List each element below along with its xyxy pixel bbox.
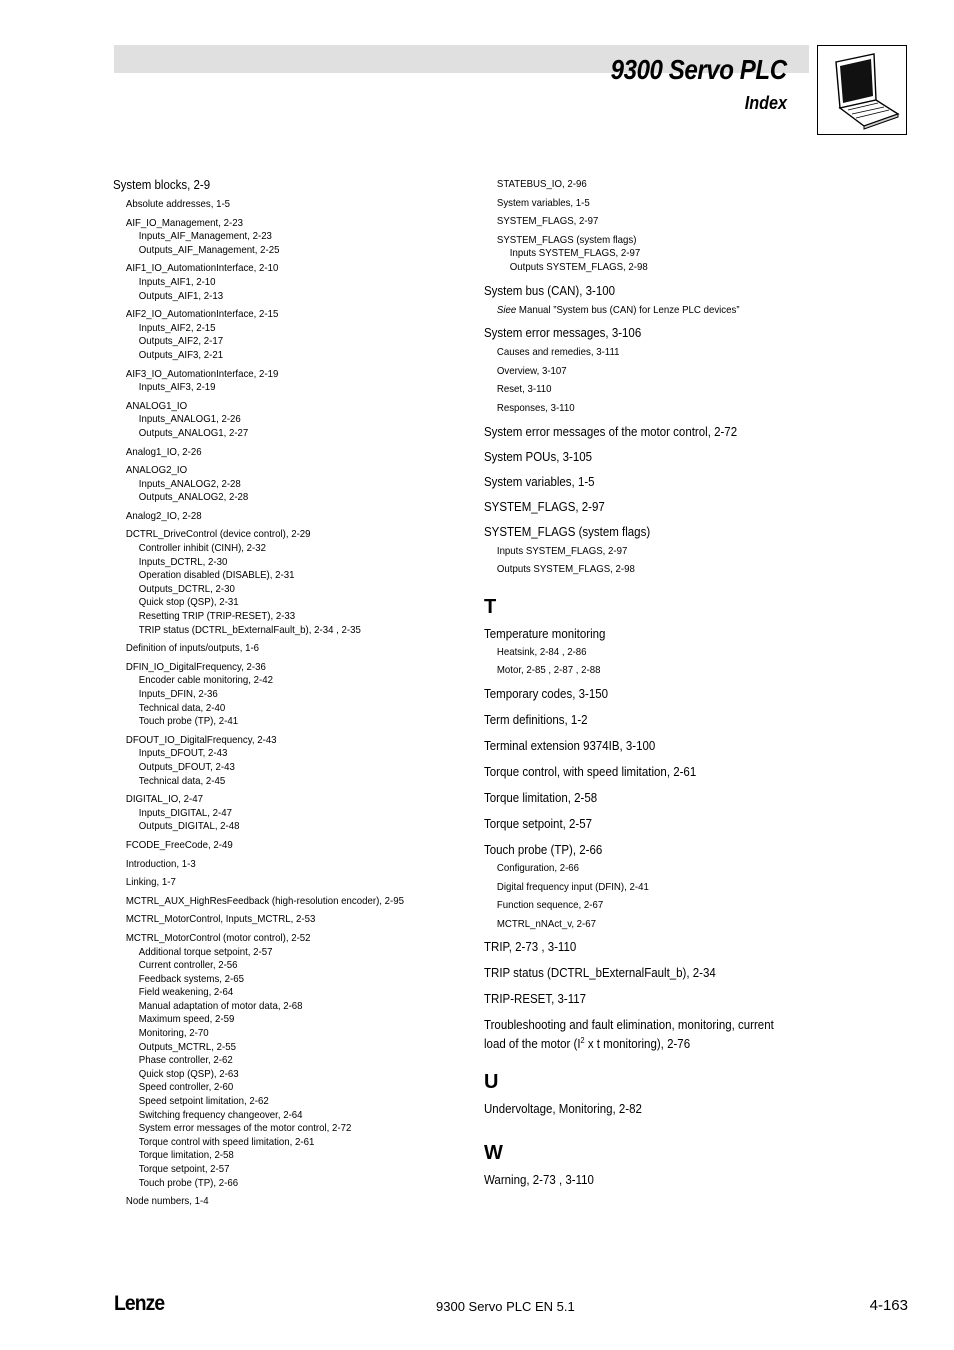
index-entry: Outputs_ANALOG2, 2-28	[138, 491, 249, 504]
index-entry: Configuration, 2-66	[496, 861, 580, 874]
index-entry: Feedback systems, 2-65	[138, 972, 244, 985]
index-entry: Touch probe (TP), 2-66	[138, 1176, 239, 1189]
index-entry: System POUs, 3-105	[484, 449, 593, 464]
index-entry: MCTRL_MotorControl, Inputs_MCTRL, 2-53	[125, 913, 316, 926]
index-entry: Current controller, 2-56	[138, 959, 238, 972]
index-entry: Inputs_DIGITAL, 2-47	[138, 806, 233, 819]
index-entry: System bus (CAN), 3-100	[484, 283, 616, 298]
index-entry: Maximum speed, 2-59	[138, 1013, 235, 1026]
index-entry: Inputs_AIF_Management, 2-23	[138, 230, 272, 243]
index-entry: Torque setpoint, 2-57	[138, 1163, 230, 1175]
index-entry: Temperature monitoring	[484, 626, 606, 641]
index-entry: Function sequence, 2-67	[496, 899, 604, 912]
index-entry: Inputs SYSTEM_FLAGS, 2-97	[509, 247, 641, 260]
index-entry: Technical data, 2-40	[138, 701, 226, 714]
index-entry: Field weakening, 2-64	[138, 986, 234, 999]
index-entry: Technical data, 2-45	[138, 774, 226, 787]
index-entry: Torque setpoint, 2-57	[484, 816, 593, 831]
index-entry: Torque limitation, 2-58	[484, 790, 598, 805]
index-entry: Motor, 2-85 , 2-87 , 2-88	[496, 664, 601, 677]
index-entry: Digital frequency input (DFIN), 2-41	[496, 880, 649, 893]
page-title: 9300 Servo PLC	[610, 54, 787, 85]
troubleshooting-text-end: x t monitoring), 2-76	[584, 1037, 691, 1052]
index-entry: System error messages, 3-106	[484, 326, 642, 341]
superscript: 2	[580, 1036, 585, 1046]
index-entry: ANALOG1_IO	[125, 399, 188, 412]
index-entry: Resetting TRIP (TRIP-RESET), 2-33	[138, 610, 296, 623]
index-entry: Inputs_DCTRL, 2-30	[138, 555, 228, 568]
index-entry: Additional torque setpoint, 2-57	[138, 945, 273, 958]
index-entry: Outputs_DFOUT, 2-43	[138, 760, 235, 773]
index-entry: DCTRL_DriveControl (device control), 2-29	[125, 528, 311, 541]
index-entry: Outputs_DIGITAL, 2-48	[138, 820, 240, 833]
index-entry: System blocks, 2-9	[113, 178, 211, 192]
index-entry: MCTRL_AUX_HighResFeedback (high-resolution encoder), 2-95	[125, 894, 405, 907]
index-entry: Temporary codes, 3-150	[484, 686, 609, 701]
index-entry: Outputs SYSTEM_FLAGS, 2-98	[496, 563, 635, 576]
index-entry: Monitoring, 2-70	[138, 1027, 209, 1040]
index-entry: Operation disabled (DISABLE), 2-31	[138, 569, 295, 582]
index-entry: Introduction, 1-3	[125, 857, 196, 870]
index-entry: SYSTEM_FLAGS (system flags)	[484, 524, 651, 539]
index-entry: Term definitions, 1-2	[484, 712, 588, 727]
index-entry: Outputs SYSTEM_FLAGS, 2-98	[509, 260, 648, 273]
section-letter-t: T	[484, 595, 497, 618]
index-column-left	[113, 178, 463, 1209]
index-entry: Inputs_ANALOG2, 2-28	[138, 477, 241, 490]
index-entry: Outputs_AIF1, 2-13	[138, 289, 224, 302]
index-entry: ANALOG2_IO	[125, 464, 188, 477]
index-entry: TRIP status (DCTRL_bExternalFault_b), 2-34	[484, 966, 716, 981]
index-entry: Outputs_AIF_Management, 2-25	[138, 243, 280, 256]
index-entry: DFIN_IO_DigitalFrequency, 2-36	[125, 660, 266, 673]
index-entry: AIF3_IO_AutomationInterface, 2-19	[125, 367, 279, 380]
index-entry: Inputs_DFOUT, 2-43	[138, 747, 228, 760]
index-entry: STATEBUS_IO, 2-96	[496, 178, 587, 190]
index-entry: System variables, 1-5	[484, 474, 595, 489]
index-entry: Inputs_AIF3, 2-19	[138, 381, 216, 394]
index-entry: Outputs_AIF2, 2-17	[138, 335, 224, 348]
index-entry: Causes and remedies, 3-111	[496, 346, 620, 359]
laptop-icon	[817, 45, 907, 135]
index-entry: AIF1_IO_AutomationInterface, 2-10	[125, 262, 279, 275]
section-letter-w: W	[484, 1142, 503, 1165]
index-entry: Outputs_ANALOG1, 2-27	[138, 426, 249, 439]
index-entry: Node numbers, 1-4	[125, 1195, 209, 1208]
index-entry: AIF2_IO_AutomationInterface, 2-15	[125, 308, 279, 321]
index-entry: Torque control with speed limitation, 2-61	[138, 1135, 315, 1148]
index-entry: SYSTEM_FLAGS (system flags)	[496, 233, 637, 246]
index-entry: Absolute addresses, 1-5	[125, 198, 231, 210]
section-letter-u: U	[484, 1071, 499, 1094]
index-entry: Inputs SYSTEM_FLAGS, 2-97	[496, 544, 628, 557]
index-entry: Torque control, with speed limitation, 2-61	[484, 764, 697, 779]
index-entry: FCODE_FreeCode, 2-49	[125, 838, 233, 851]
index-entry: TRIP status (DCTRL_bExternalFault_b), 2-34 , 2-35	[138, 623, 361, 636]
index-entry: Warning, 2-73 , 3-110	[484, 1173, 594, 1188]
index-entry: System error messages of the motor control, 2-72	[138, 1122, 352, 1135]
lenze-logo: Lenze	[114, 1292, 165, 1315]
index-entry	[484, 1018, 797, 1052]
index-entry: Analog1_IO, 2-26	[125, 445, 202, 458]
index-entry: MCTRL_nNAct_v, 2-67	[496, 917, 597, 930]
index-entry: Torque limitation, 2-58	[138, 1149, 234, 1162]
index-entry: Touch probe (TP), 2-66	[484, 842, 603, 857]
index-entry: Outputs_DCTRL, 2-30	[138, 582, 235, 595]
index-entry: Inputs_AIF2, 2-15	[138, 321, 216, 334]
index-entry: AIF_IO_Management, 2-23	[125, 216, 243, 229]
index-entry	[484, 304, 788, 318]
index-entry: Linking, 1-7	[125, 876, 176, 889]
index-entry: Outputs_AIF3, 2-21	[138, 348, 224, 361]
index-entry: Heatsink, 2-84 , 2-86	[496, 645, 587, 658]
index-entry: Overview, 3-107	[496, 364, 567, 377]
index-entry: Outputs_MCTRL, 2-55	[138, 1040, 236, 1053]
index-entry: Encoder cable monitoring, 2-42	[138, 674, 274, 687]
page-subtitle: Index	[744, 93, 787, 113]
index-entry: SYSTEM_FLAGS, 2-97	[496, 215, 599, 228]
index-entry: Inputs_DFIN, 2-36	[138, 688, 218, 700]
see-reference: Siee	[496, 303, 517, 316]
index-entry: Analog2_IO, 2-28	[125, 509, 202, 522]
index-entry: Definition of inputs/outputs, 1-6	[125, 642, 260, 655]
index-entry: SYSTEM_FLAGS, 2-97	[484, 499, 605, 514]
index-entry: Reset, 3-110	[496, 383, 552, 396]
page-number: 4-163	[869, 1297, 908, 1314]
index-entry: Speed setpoint limitation, 2-62	[138, 1095, 269, 1108]
index-entry: Speed controller, 2-60	[138, 1081, 234, 1094]
index-entry: Quick stop (QSP), 2-63	[138, 1067, 239, 1080]
index-entry: TRIP-RESET, 3-117	[484, 992, 587, 1007]
index-entry: Terminal extension 9374IB, 3-100	[484, 738, 656, 753]
index-entry: System variables, 1-5	[496, 196, 590, 209]
index-entry: Inputs_ANALOG1, 2-26	[138, 413, 241, 426]
index-entry: Touch probe (TP), 2-41	[138, 715, 239, 728]
index-entry: DFOUT_IO_DigitalFrequency, 2-43	[125, 733, 277, 746]
index-entry: MCTRL_MotorControl (motor control), 2-52	[125, 931, 311, 944]
index-entry: Responses, 3-110	[496, 401, 575, 414]
index-column-right	[484, 178, 814, 1188]
troubleshooting-text: Troubleshooting and fault elimination, monitoring, current load of the motor (I	[484, 1018, 774, 1052]
index-entry: Controller inhibit (CINH), 2-32	[138, 542, 266, 555]
index-entry: Inputs_AIF1, 2-10	[138, 275, 216, 288]
index-entry: Phase controller, 2-62	[138, 1054, 233, 1067]
index-entry: Switching frequency changeover, 2-64	[138, 1108, 303, 1121]
see-reference-text: Manual ”System bus (CAN) for Lenze PLC devices”	[516, 303, 740, 316]
footer-document: 9300 Servo PLC EN 5.1	[436, 1299, 575, 1314]
index-entry: TRIP, 2-73 , 3-110	[484, 940, 577, 955]
index-entry: Quick stop (QSP), 2-31	[138, 596, 239, 609]
index-entry: DIGITAL_IO, 2-47	[125, 793, 204, 806]
index-entry: System error messages of the motor control, 2-72	[484, 424, 738, 439]
index-entry: Manual adaptation of motor data, 2-68	[138, 999, 303, 1012]
index-entry: Undervoltage, Monitoring, 2-82	[484, 1102, 642, 1117]
